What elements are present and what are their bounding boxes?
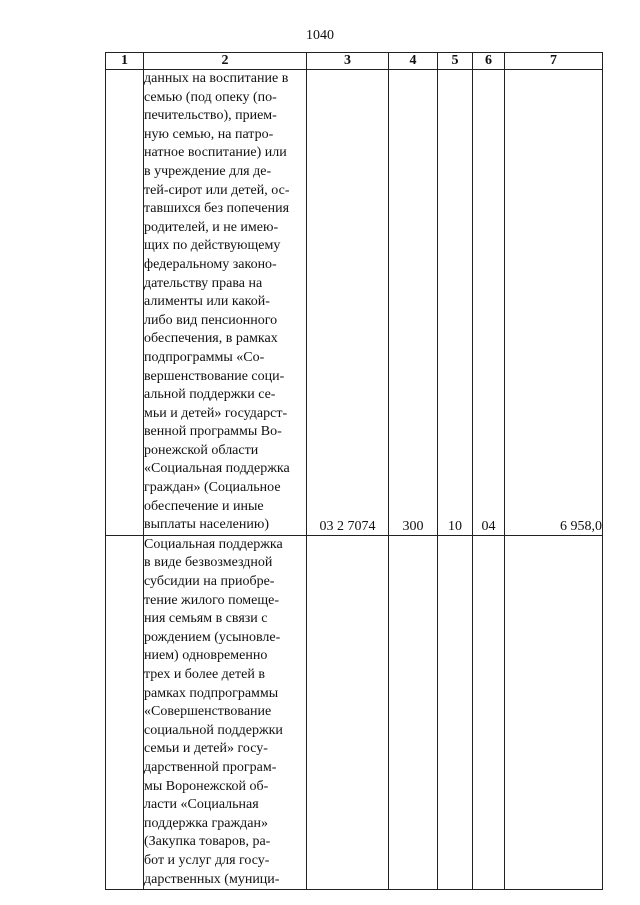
description-cell: данных на воспитание в семью (под опеку (по- печительство), прием- ную семью, на патро- натное воспитание) или в учреждение для де- тей-сирот или детей, ос- тавшихся без попечения родителей, и не имею- щих по действующему федеральному законо- дательству права на алименты или какой- либо вид пенсионного обеспечения, в рамках подпрограммы «Со- вершенствование соци- альной поддержки се- мьи и детей» государст- венной программы Во- ронежской области «Социальная поддержка граждан» (Социальное обеспечение и иные выплаты населению) — [144, 70, 307, 536]
header-col-4: 4 — [389, 53, 438, 70]
subsection-cell — [473, 535, 505, 889]
target-code-cell: 03 2 7074 — [307, 70, 389, 536]
header-col-1: 1 — [106, 53, 144, 70]
page-number: 1040 — [306, 28, 334, 43]
header-col-2: 2 — [144, 53, 307, 70]
header-col-7: 7 — [505, 53, 603, 70]
amount-cell — [505, 535, 603, 889]
target-code-cell — [307, 535, 389, 889]
expense-type-cell — [389, 535, 438, 889]
header-row — [106, 53, 603, 70]
section-cell: 10 — [438, 70, 473, 536]
table-row — [106, 535, 603, 889]
header-col-6: 6 — [473, 53, 505, 70]
amount-cell: 6 958,0 — [505, 70, 603, 536]
row-number-cell — [106, 535, 144, 889]
expense-type-cell: 300 — [389, 70, 438, 536]
table-row — [106, 70, 603, 536]
budget-table — [105, 52, 603, 890]
row-number-cell — [106, 70, 144, 536]
section-cell — [438, 535, 473, 889]
subsection-cell: 04 — [473, 70, 505, 536]
header-col-3: 3 — [307, 53, 389, 70]
header-col-5: 5 — [438, 53, 473, 70]
description-cell: Социальная поддержка в виде безвозмездной субсидии на приобре- тение жилого помеще- ния семьям в связи с рождением (усыновле- нием) одновременно трех и более детей в рамках подпрограммы «Совершенствование социальной поддержки семьи и детей» госу- дарственной програм- мы Воронежской об- ласти «Социальная поддержка граждан» (Закупка товаров, ра- бот и услуг для госу- дарственных (муници- — [144, 535, 307, 889]
